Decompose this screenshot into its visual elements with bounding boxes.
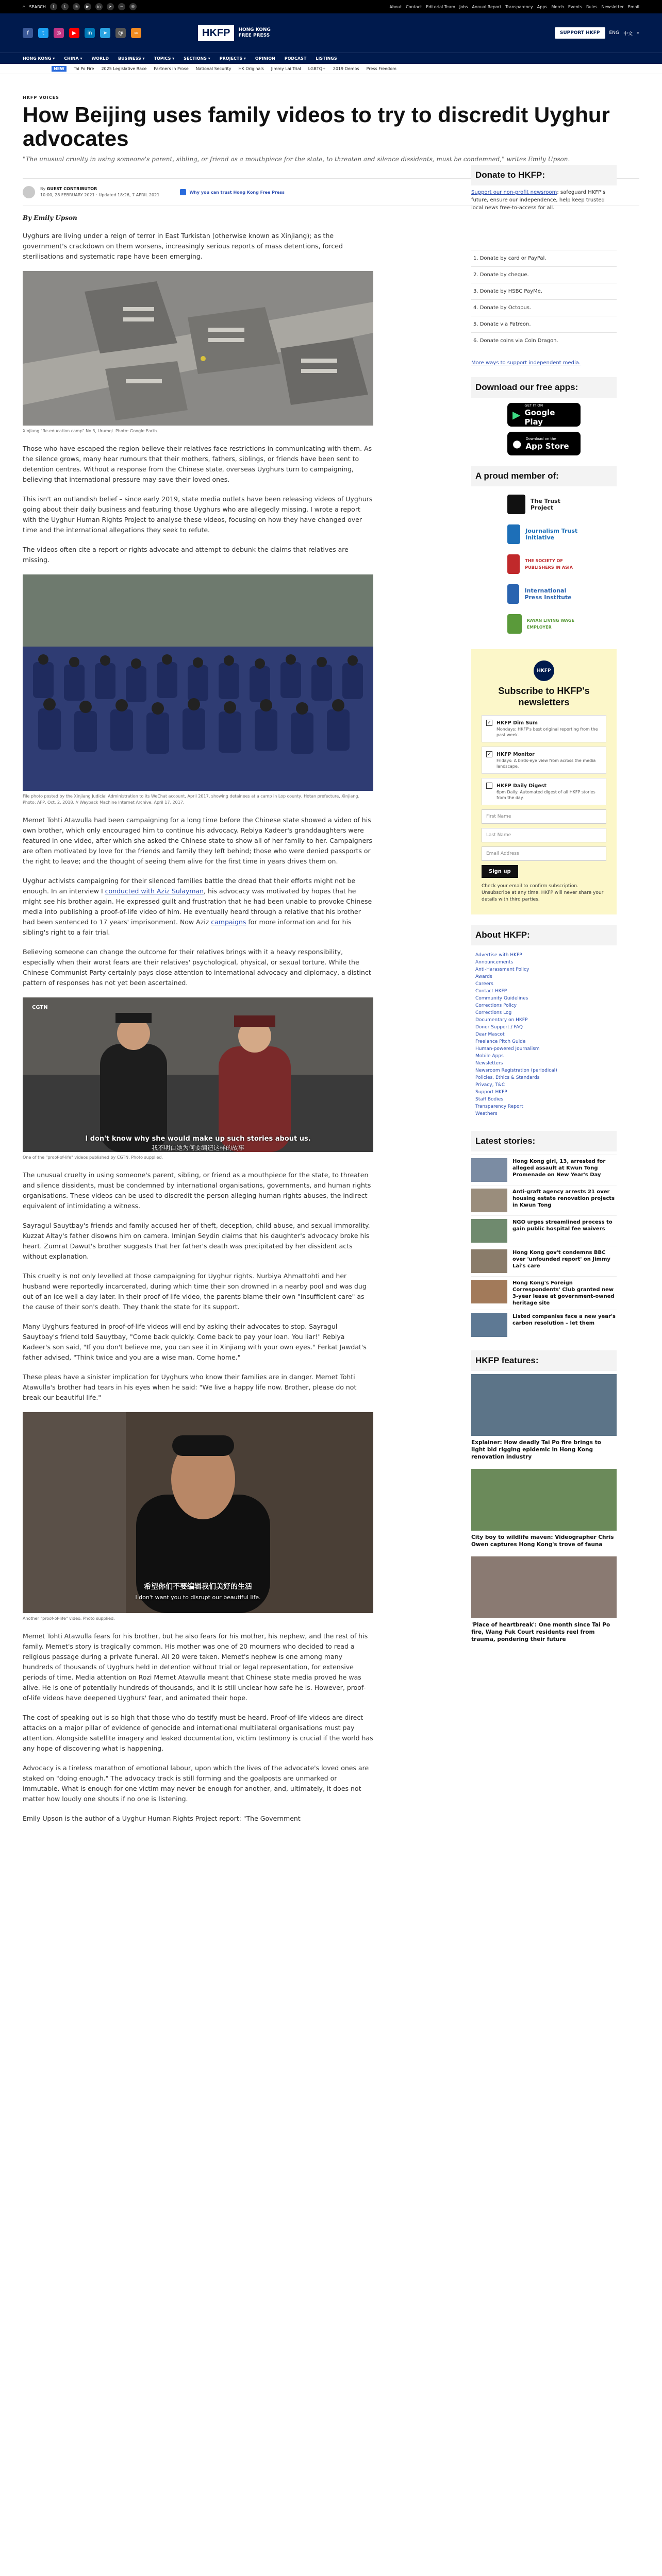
figure [23,1412,373,1622]
top-link[interactable]: Jobs [459,4,468,9]
about-link[interactable]: Awards [475,974,492,979]
figure [23,574,373,806]
top-link[interactable]: Merch [551,4,564,9]
new-badge: NEW [52,66,67,72]
search-icon[interactable]: ⌕ [23,4,25,9]
story-item[interactable]: Listed companies face a new year's carbon resolution – let them [471,1310,617,1340]
paragraph: This isn't an outlandish belief – since early 2019, state media outlets have been releasing videos of Uyghurs going about their daily business and featuring those Uyghurs who are allegedly missing. I wrote a report with the Uyghur Human Rights Project to analyse these videos, focusing on how they have changed over time and the international allegations they seek to refute. [23,495,373,534]
paragraph: These pleas have a sinister implication for Uyghurs who know their families are in danger. Memet Tohti Atawulla's brother had tears in his eyes when he said: "We live a happy life now. Brother, please do not break our beautiful life." [23,1373,357,1401]
site-header [0,13,662,53]
about-links [471,948,617,1121]
linkedin-icon[interactable]: in [95,3,103,10]
top-link[interactable]: Email [627,4,639,9]
shield-icon [180,189,186,195]
about-link[interactable]: Corrections Log [475,1010,512,1015]
feature-item[interactable]: Explainer: How deadly Tai Po fire brings to light bid rigging epidemic in Hong Kong renovation industry [471,1374,617,1461]
paragraph: Uyghur activists campaigning for their silenced families battle the dread that their efforts might not be enough. In an interview I conducted with Aziz Sulayman, his advocacy was motivated by hopes that he might see his brother again. He expressed guilt and frustration that he had been unable to provoke Chinese media into publishing a proof-of-life video of him. He eventually heard through a relative that his brother had been sentenced to 17 years' imprisonment. Now Aziz campaigns for more information and for his sibling's right to a fair trial. [23,877,372,936]
nav-item[interactable]: SECTIONS ▾ [184,56,210,61]
trending-link[interactable]: HK Originals [238,66,264,71]
nav-item[interactable]: TOPICS ▾ [154,56,175,61]
story-thumbnail [471,1249,507,1273]
facebook-icon[interactable]: f [23,28,33,38]
telegram-icon[interactable]: ➤ [100,28,110,38]
about-link[interactable]: Human-powered Journalism [475,1046,540,1052]
newsletter-logo: HKFP [534,660,554,681]
first-name-input[interactable]: First Name [482,809,606,824]
trust-link[interactable]: Why you can trust Hong Kong Free Press [180,189,285,195]
author-role: By GUEST CONTRIBUTOR [40,187,97,191]
facebook-icon[interactable]: f [50,3,57,10]
trending-bar [0,64,662,74]
author-bio: Emily Upson is the author of a Uyghur Human Rights Project report: "The Government [23,1815,301,1822]
lang-english[interactable]: ENG [609,30,619,36]
nav-item[interactable]: PROJECTS ▾ [219,56,246,61]
article-date: 10:00, 28 FEBRUARY 2021 · Updated 18:26, 7 APRIL 2021 [40,193,160,197]
trending-link[interactable]: Press Freedom [366,66,396,71]
story-item[interactable]: Hong Kong's Foreign Correspondents' Club granted new 3-year lease at government-owned heritage site [471,1276,617,1310]
figure [23,997,373,1161]
about-link[interactable]: Support HKFP [475,1090,507,1095]
instagram-icon[interactable]: ◎ [73,3,80,10]
about-link[interactable]: Donor Support / FAQ [475,1025,523,1030]
byline: By Emily Upson [23,214,77,222]
latest-stories [471,1155,617,1340]
donate-link[interactable]: Support our non-profit newsroom [471,190,557,195]
figure-caption: File photo posted by the Xinjiang Judicial Administration to its WeChat account, April 2017, showing detainees at a camp in Lop county, Hotan prefecture, Xinjiang. Photo: AFP, Oct. 2, 2018. // Wayback Machine Internet Archive, April 17, 2017. [23,794,360,805]
story-thumbnail [471,1280,507,1303]
living-wage-icon [507,614,522,634]
email-icon[interactable]: ✉ [129,3,137,10]
top-utility-bar [0,0,662,13]
donate-option[interactable]: 1. Donate by card or PayPal. [471,250,617,266]
feature-image [471,1374,617,1436]
about-link[interactable]: Freelance Pitch Guide [475,1039,526,1044]
latest-title: Latest stories: [471,1131,617,1151]
top-link[interactable]: Contact [406,4,422,9]
paragraph: Those who have escaped the region believe their relatives face restrictions in communicating with them. As the silence grows, many hear rumours that their mothers, fathers, siblings, or friends have been sent to detention centres. Without a response from the Chinese state, overseas Uyghurs turn to campaigning, believing that international pressure may save their loved ones. [23,445,372,483]
donate-option[interactable]: 5. Donate via Patreon. [471,316,617,332]
about-link[interactable]: Privacy, T&C [475,1082,505,1088]
video-still-2[interactable] [23,1412,373,1613]
about-link[interactable]: Advertise with HKFP [475,953,522,958]
figure-caption: Another "proof-of-life" video. Photo supplied. [23,1616,115,1621]
top-link[interactable]: Rules [586,4,598,9]
top-link[interactable]: About [389,4,402,9]
top-link[interactable]: Editorial Team [426,4,455,9]
donate-option[interactable]: 3. Donate by HSBC PayMe. [471,283,617,299]
logo-text: HONG KONG FREE PRESS [238,27,271,38]
member-logo[interactable]: RAYAN LIVING WAGE EMPLOYER [471,609,617,639]
top-link[interactable]: Transparency [505,4,533,9]
search-label[interactable]: SEARCH [29,4,46,9]
story-item[interactable]: Hong Kong girl, 13, arrested for alleged assault at Kwun Tong Promenade on New Year's Day [471,1155,617,1185]
trending-link[interactable]: 2025 Legislative Race [101,66,147,71]
email-input[interactable]: Email Address [482,846,606,861]
features-title: HKFP features: [471,1350,617,1371]
site-logo[interactable] [198,25,271,41]
story-thumbnail [471,1313,507,1337]
article-title: How Beijing uses family videos to try to discredit Uyghur advocates [23,103,610,150]
twitter-icon[interactable]: t [61,3,69,10]
top-link[interactable]: Events [568,4,582,9]
jti-icon [507,524,520,544]
article-body [23,231,373,1824]
paragraph: Memet Tohti Atawulla had been campaigning for a long time before the Chinese state showed a video of his own brother, which only encouraged him to continue his advocacy. Rebiya Kadeer's granddaughters were featured in one video, after which she asked the Chinese state to show all of her family to her. Campaigners are often motivated by love for the friends and family they left behind; those who were denied passports or the right to leave; and the thought of seeing them alive for the first time in years drives them on. [23,816,372,865]
logo-mark: HKFP [198,25,234,41]
app-store-button[interactable]: ● Download on the App Store [507,432,581,455]
member-logo[interactable]: THE SOCIETY OF PUBLISHERS IN ASIA [471,549,617,579]
more-ways-link[interactable]: More ways to support independent media. [471,360,581,366]
avatar [23,186,35,198]
trust-project-icon [507,495,525,514]
video-still-1[interactable] [23,997,373,1152]
paragraph: Memet Tohti Atawulla fears for his brother, but he also fears for his mother, his nephew, and the rest of his family. Memet's story is tragically common. His mother was one of 20 mourners who decided to read a religious passage during a private funeral. All 20 were taken. Memet's nephew is one among many hundreds of thousands of Uyghurs held in detention without trial or legal representation, for extensive periods of time. Media attention on Rozi Memet Atawulla meant that Chinese state media proved he was alive. He is one of potentially hundreds of thousands, and it is still unclear how safe he is. However, proof-of-life videos have deepened Uyghurs' fear, and animated their hope. [23,1632,368,1702]
support-hkfp-button[interactable]: SUPPORT HKFP [555,27,605,39]
newsletter-option[interactable]: HKFP Daily Digest 6pm Daily: Automated digest of all HKFP stories from the day. [482,778,606,805]
donate-option[interactable]: 4. Donate by Octopus. [471,299,617,316]
youtube-icon[interactable]: ▶ [84,3,91,10]
trending-link[interactable]: 2019 Demos [333,66,359,71]
story-thumbnail [471,1219,507,1243]
trending-link[interactable]: Tai Po Fire [73,66,94,71]
donate-options [471,250,617,349]
nav-item[interactable]: HONG KONG ▾ [23,56,55,61]
video-subtitle-zh: 希望你们不要编辑我们美好的生活 [144,1583,252,1591]
story-thumbnail [471,1158,507,1182]
story-item[interactable]: Anti-graft agency arrests 21 over housing estate renovation projects in Kwun Tong [471,1185,617,1215]
instagram-icon[interactable]: ◎ [54,28,64,38]
feature-item[interactable]: 'Place of heartbreak': One month since Tai Po fire, Wang Fuk Court residents reel from trauma, pondering their future [471,1556,617,1643]
about-link[interactable]: Newsroom Registration (periodical) [475,1068,557,1073]
top-link[interactable]: Annual Report [472,4,502,9]
donate-option[interactable]: 6. Donate coins via Coin Dragon. [471,332,617,349]
feature-image [471,1556,617,1618]
telegram-icon[interactable]: ➤ [107,3,114,10]
newsletter-option[interactable]: ✓ HKFP Dim Sum Mondays: HKFP's best original reporting from the past week. [482,715,606,742]
paragraph: Advocacy is a tireless marathon of emotional labour, upon which the lives of the advocate's loved ones are staked on "doing enough." The advocacy track is still forming and the goalposts are unmarked or immutable. What is enough for one victim may never be enough for another, and, ultimately, it does not matter how loudly one shouts if no one is listening. [23,1764,369,1803]
checkbox[interactable] [486,783,492,789]
about-link[interactable]: Dear Mascot [475,1032,505,1037]
detainees-photo[interactable] [23,574,373,791]
video-subtitle-en: I don't know why she would make up such stories about us. [85,1135,311,1143]
about-link[interactable]: Newsletters [475,1061,503,1066]
sidebar [471,165,617,1651]
newsletter-title: Subscribe to HKFP's newsletters [498,686,590,707]
about-link[interactable]: Careers [475,981,493,987]
member-logo[interactable]: International Press Institute [471,579,617,609]
about-link[interactable]: Anti-Harassment Policy [475,967,529,972]
video-subtitle-en: I don't want you to disrupt our beautiful life. [135,1594,261,1601]
donate-title: Donate to HKFP: [471,165,617,185]
paragraph: The cost of speaking out is so high that those who do testify must be heard. Proof-of-life videos are direct attacks on a major pillar of evidence of genocide and international multilateral organisations must pay attention. Alongside satellite imagery and leaked documentation, victim testimony is crucial if the world has any hope of discovering what is happening. [23,1714,373,1752]
sopa-icon [507,554,520,574]
paragraph: Believing someone can change the outcome for their relatives brings with it a heavy responsibility, especially when their worst fears are their relatives' psychological, physical, or sexual torture. While the Chinese Communist Party certainly pays close attention to international advocacy and diplomacy, a distinct pattern of responses has not yet been ascertained. [23,948,371,987]
paragraph: Sayragul Sauytbay's friends and family accused her of theft, deception, child abuse, and sexual immorality. Kuzzat Altay's father disowns him on camera. Iminjan Seydin claims that his daughter's advocacy broke his heart. Zumrat Dawut's brother suggests that her father's death was precipitated by her dissident acts without explanation. [23,1222,370,1260]
about-link[interactable]: Mobile Apps [475,1054,504,1059]
nav-item[interactable]: WORLD [91,56,109,61]
member-logo[interactable]: Journalism Trust Initiative [471,519,617,549]
satellite-image[interactable] [23,271,373,426]
video-subtitle-zh: 我不明白她为何要编造这样的故事 [151,1144,244,1151]
about-link[interactable]: Transparency Report [475,1104,523,1109]
about-link[interactable]: Staff Bodies [475,1097,503,1102]
ipi-icon [507,584,519,604]
checkbox[interactable]: ✓ [486,751,492,757]
nav-item[interactable]: BUSINESS ▾ [118,56,145,61]
checkbox[interactable]: ✓ [486,720,492,726]
figure-caption: One of the "proof-of-life" videos published by CGTN. Photo supplied. [23,1155,163,1160]
story-item[interactable]: Hong Kong gov't condemns BBC over 'unfounded report' on Jimmy Lai's care [471,1246,617,1276]
linkedin-icon[interactable]: in [85,28,95,38]
story-thumbnail [471,1189,507,1212]
top-link[interactable]: Newsletter [601,4,624,9]
nav-item[interactable]: OPINION [255,56,275,61]
member-logo[interactable]: The Trust Project [471,489,617,519]
donate-option[interactable]: 2. Donate by cheque. [471,266,617,283]
about-link[interactable]: Community Guidelines [475,996,528,1001]
member-title: A proud member of: [471,466,617,486]
about-link[interactable]: Corrections Policy [475,1003,517,1008]
trending-link[interactable]: National Security [195,66,231,71]
feature-item[interactable]: City boy to wildlife maven: Videographer Chris Owen captures Hong Kong's trove of fauna [471,1469,617,1548]
paragraph: The videos often cite a report or rights advocate and attempt to debunk the claims that relatives are missing. [23,546,349,564]
twitter-icon[interactable]: t [38,28,48,38]
last-name-input[interactable]: Last Name [482,828,606,842]
paragraph: Uyghurs are living under a reign of terror in East Turkistan (otherwise known as Xinjiang); as the government's crackdown on them worsens, increasingly serious reports of mass detentions, forced sterilisations and systematic rape have been emerging. [23,232,343,260]
about-link[interactable]: Announcements [475,960,514,965]
nav-item[interactable]: CHINA ▾ [64,56,82,61]
nav-item[interactable]: PODCAST [284,56,307,61]
apps-title: Download our free apps: [471,377,617,398]
top-link[interactable]: Apps [537,4,548,9]
threads-icon[interactable]: @ [115,28,126,38]
trending-link[interactable]: LGBTQ+ [308,66,326,71]
about-link[interactable]: Policies, Ethics & Standards [475,1075,540,1080]
main-nav [0,53,662,64]
cgtn-tag: CGTN [32,1005,48,1010]
lang-chinese[interactable]: 中文 [623,31,633,37]
nav-item[interactable]: LISTINGS [316,56,337,61]
about-link[interactable]: Contact HKFP [475,989,507,994]
story-item[interactable]: NGO urges streamlined process to gain public hospital fee waivers [471,1215,617,1246]
trending-link[interactable]: Jimmy Lai Trial [271,66,301,71]
paragraph: This cruelty is not only levelled at those campaigning for Uyghur rights. Nurbiya Ahmattohti and her husband were reportedly incarcerated, during which time their son drowned in a nearby pool and was dug out of an ice well a day later. In their proof-of-life video, the parents blame their own "insufficient care" as the cause of their son's death. They thank the state for its support. [23,1272,367,1311]
play-icon: ▶ [512,409,521,421]
signup-button[interactable]: Sign up [482,865,518,878]
rss-icon[interactable]: ≈ [118,3,125,10]
more-ways [471,359,617,367]
newsletter-option[interactable]: ✓ HKFP Monitor Fridays: A birds-eye view from across the media landscape. [482,747,606,774]
trending-link[interactable]: Partners in Prose [154,66,189,71]
newsletter-note: Check your email to confirm subscription. Unsubscribe at any time. HKFP will never share your details with third parties. [482,884,604,902]
about-title: About HKFP: [471,925,617,945]
interview-link[interactable]: conducted with Aziz Sulayman [105,887,204,895]
paragraph: The unusual cruelty in using someone's parent, sibling, or friend as a mouthpiece for the state, to threaten and silence dissidents, must be condemned by international organisations, governments, and human rights organisations. These videos can be used to discredit the person alleging human rights abuses, the indirect equivalent of intimidating a witness. [23,1171,371,1210]
article-lead: "The unusual cruelty in using someone's parent, sibling, or friend as a mouthpiece for the state, to threaten and silence dissidents, must be condemned," writes Emily Upson. [23,156,570,163]
category-label[interactable]: HKFP VOICES [23,95,59,100]
search-icon[interactable]: ⌕ [636,30,639,36]
campaigns-link[interactable]: campaigns [211,918,246,926]
figure-caption: Xinjiang "Re-education camp" No.3, Urumqi. Photo: Google Earth. [23,429,158,433]
paragraph: Many Uyghurs featured in proof-of-life videos will end by asking their advocates to stop. Sayragul Sauytbay's friend told Sauytbay, "Come back quickly. Come back to pay your loan. You liar!" Rebiya Kadeer's son said, "If you don't believe me, you can see it in Xinjiang with your own eyes." Ferkat Jawdat's father advised, "Think twice and you are a wise man. Come home." [23,1323,367,1361]
about-link[interactable]: Weathers [475,1111,498,1116]
apple-icon: ● [512,437,522,450]
rss-icon[interactable]: ≈ [131,28,141,38]
newsletter-box [471,649,617,914]
about-link[interactable]: Documentary on HKFP [475,1018,528,1023]
donate-text: Support our non-profit newsroom: safeguard HKFP's future, ensure our independence, help keep trusted local news free-to-access for all. [471,190,606,211]
google-play-button[interactable]: ▶ GET IT ON Google Play [507,403,581,427]
youtube-icon[interactable]: ▶ [69,28,79,38]
feature-image [471,1469,617,1531]
figure [23,271,373,434]
